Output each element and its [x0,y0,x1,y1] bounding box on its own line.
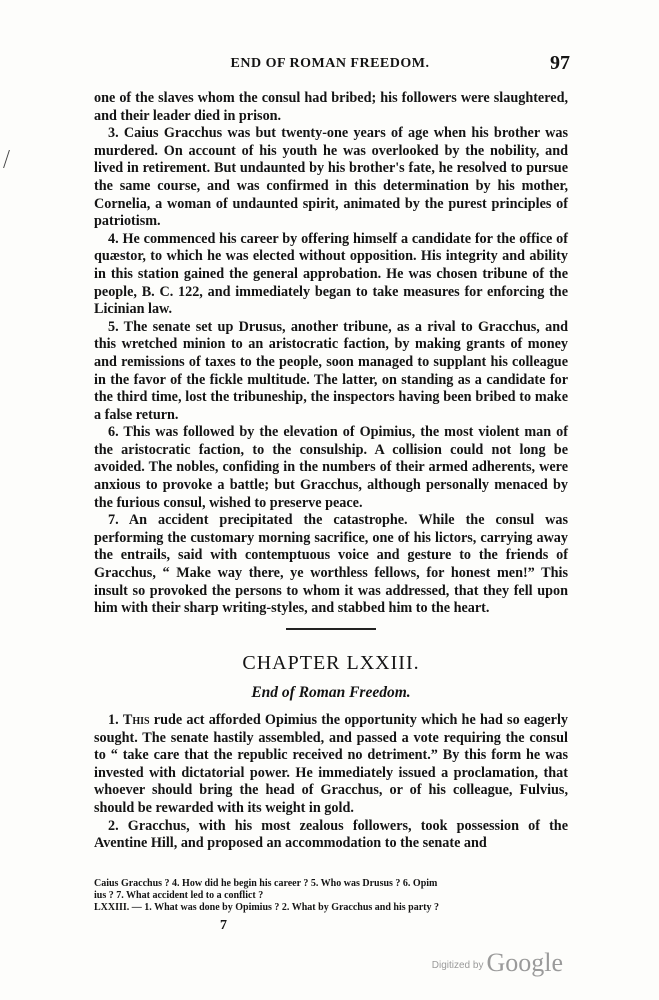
body-text-section-b [94,712,568,853]
running-head [90,52,570,76]
paragraph-7: 7. An accident precipitated the catastrophe. While the consul was performing the customary morning sacrifice, one of his lictors, carrying away the entrails, said with contemptuous voice and gesture to the friends of Gracchus, “ Make way there, ye worthless fellows, for honest men!” This insult so provoked the persons to whom it was addressed, that they fell upon him with their sharp writing-styles, and stabbed him to the heart. [94,512,568,617]
watermark-prefix: Digitized by [431,960,484,971]
running-title: END OF ROMAN FREEDOM. [230,56,430,71]
section-divider-rule [286,628,376,630]
margin-tick-mark [3,150,16,168]
paragraph-continued: one of the slaves whom the consul had bribed; his followers were slaughtered, and their leader died in prison. [94,90,568,124]
paragraph-4: 4. He commenced his career by offering himself a candidate for the office of quæstor, to which he was elected without opposition. His integrity and ability in this station gained the general approbation. He was chosen tribune of the people, B. C. 122, and immediately began to take measures for enforcing the Licinian law. [94,230,568,318]
footnote-line: ius ? 7. What accident led to a conflict ? [94,890,264,901]
body-text-section-a [94,90,568,618]
footnote-questions [94,878,572,914]
paragraph-number: 1. [108,712,119,728]
watermark-brand: Google [486,948,563,977]
page-number: 97 [550,52,570,74]
chapter-heading: CHAPTER LXXIII. [242,652,420,674]
paragraph-6: 6. This was followed by the elevation of Opimius, the most violent man of the aristocratic faction, to the consulship. A collision could not long be avoided. The nobles, confiding in the numbers of their armed adherents, were anxious to provoke a battle; but Gracchus, although personally menaced by the furious consul, wished to preserve peace. [94,424,568,511]
footnote-line: LXXIII. — 1. What was done by Opimius ? 2. What by Gracchus and his party ? [94,902,439,913]
chapter-paragraph-1 [94,712,568,818]
paragraph-5: 5. The senate set up Drusus, another tribune, as a rival to Gracchus, and this wretched minion to an aristocratic faction, by making grants of money and remissions of taxes to the people, soon managed to supplant his colleague in the favor of the fickle multitude. The latter, on standing as a candidate for the third time, lost the tribuneship, the inspectors having been bribed to make a false return. [94,318,568,423]
chapter-paragraph-2: 2. Gracchus, with his most zealous followers, took possession of the Aventine Hill, and proposed an accommodation to the senate and [94,817,568,852]
digitization-watermark [432,948,563,978]
footnote-line: Caius Gracchus ? 4. How did he begin his career ? 5. Who was Drusus ? 6. Opim [94,878,438,889]
chapter-subtitle: End of Roman Freedom. [251,684,411,701]
small-caps-lead-word: This [122,712,150,728]
paragraph-text: rude act afforded Opimius the opportunity which he had so eagerly sought. The senate hastily assembled, and passed a vote requiring the consul to “ take care that the republic received no detriment.” By this form he was invested with dictatorial power. He immediately issued a proclamation, that whoever should bring the head of Gracchus, or of his colleague, Fulvius, should be rewarded with its weight in gold. [94,712,568,816]
signature-mark: 7 [220,918,227,933]
paragraph-3: 3. Caius Gracchus was but twenty-one years of age when his brother was murdered. On account of his youth he was overlooked by the nobility, and lived in retirement. But undaunted by his brother's fate, he resolved to pursue the same course, and was confirmed in this determination by his mother, Cornelia, a woman of undaunted spirit, animated by the purest principles of patriotism. [94,125,568,230]
